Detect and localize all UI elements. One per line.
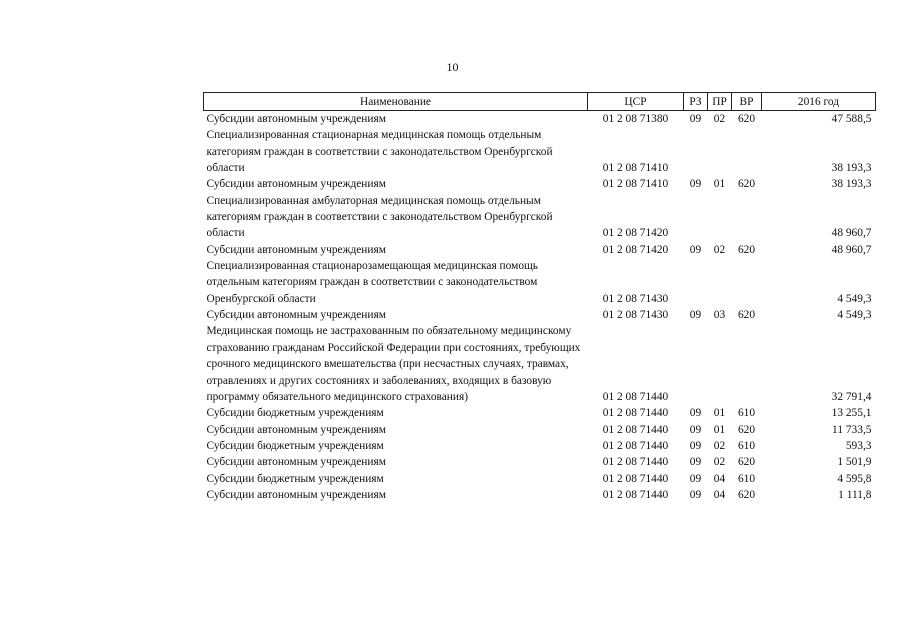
table-row <box>204 111 876 128</box>
cell-pr <box>708 258 732 307</box>
cell-pr: 01 <box>713 178 726 191</box>
cell-amount: 11 733,5 <box>832 423 872 436</box>
table-row <box>204 258 876 307</box>
cell-rz: 09 <box>689 178 702 191</box>
cell-vr: 620 <box>737 488 756 501</box>
cell-amount: 48 960,7 <box>831 227 872 240</box>
cell-amount: 1 501,9 <box>837 456 872 469</box>
cell-pr: 02 <box>713 439 726 452</box>
cell-pr <box>708 323 732 405</box>
cell-name: Субсидии автономным учреждениям <box>206 456 386 469</box>
cell-vr: 620 <box>737 178 756 191</box>
cell-csr: 01 2 08 71430 <box>602 309 669 322</box>
cell-vr: 620 <box>737 423 756 436</box>
cell-amount: 4 549,3 <box>837 292 872 305</box>
table-row <box>204 471 876 487</box>
table-row <box>204 454 876 470</box>
cell-rz: 09 <box>689 113 702 125</box>
cell-vr <box>732 323 762 405</box>
table-row <box>204 176 876 192</box>
column-header-vr: ВР <box>732 93 762 111</box>
cell-pr: 02 <box>713 243 726 256</box>
cell-pr: 01 <box>713 407 726 420</box>
cell-amount: 32 791,4 <box>831 390 872 403</box>
cell-amount: 38 193,3 <box>831 162 872 175</box>
cell-csr: 01 2 08 71380 <box>602 113 669 125</box>
cell-amount: 1 111,8 <box>838 488 872 501</box>
cell-vr <box>732 258 762 307</box>
cell-csr: 01 2 08 71410 <box>602 178 669 191</box>
cell-name: Специализированная стационарозамещающая медицинская помощь отдельным категориям граждан в соответствии с законодательством Оренбургской области <box>206 260 539 305</box>
cell-pr: 02 <box>713 113 726 125</box>
budget-table <box>203 92 876 503</box>
cell-pr <box>708 193 732 242</box>
column-header-name: Наименование <box>204 93 588 111</box>
column-header-rz: РЗ <box>684 93 708 111</box>
table-row <box>204 307 876 323</box>
cell-vr: 620 <box>737 456 756 469</box>
table-row <box>204 487 876 503</box>
cell-csr: 01 2 08 71440 <box>602 423 669 436</box>
cell-vr: 620 <box>737 243 756 256</box>
cell-vr: 610 <box>737 472 756 485</box>
cell-rz: 09 <box>689 456 702 469</box>
cell-pr: 01 <box>713 423 726 436</box>
cell-amount: 13 255,1 <box>831 407 872 420</box>
page-number: 10 <box>446 60 459 74</box>
cell-rz: 09 <box>689 488 702 501</box>
cell-csr: 01 2 08 71440 <box>602 456 669 469</box>
cell-rz: 09 <box>689 243 702 256</box>
cell-name: Медицинская помощь не застрахованным по обязательному медицинскому страхованию гражданам Российской Федерации при состояниях, требующих срочного медицинского вмешательства (при несчастных случаях, травмах, отравлениях и других состояниях и заболеваниях, входящих в базовую программу обязательного медицинского страхования) <box>206 325 581 403</box>
cell-rz <box>684 127 708 176</box>
cell-name: Субсидии бюджетным учреждениям <box>206 439 384 452</box>
cell-pr: 04 <box>713 472 726 485</box>
cell-name: Субсидии бюджетным учреждениям <box>206 407 384 420</box>
cell-amount: 48 960,7 <box>831 243 872 256</box>
cell-csr: 01 2 08 71440 <box>602 407 669 420</box>
cell-csr: 01 2 08 71440 <box>602 472 669 485</box>
cell-pr: 04 <box>713 488 726 501</box>
cell-name: Субсидии автономным учреждениям <box>206 423 386 436</box>
cell-csr: 01 2 08 71420 <box>602 243 669 256</box>
cell-name: Специализированная амбулаторная медицинская помощь отдельным категориям граждан в соответствии с законодательством Оренбургской области <box>206 194 553 240</box>
cell-vr: 610 <box>737 407 756 420</box>
table-row <box>204 323 876 405</box>
cell-rz: 09 <box>689 423 702 436</box>
cell-csr: 01 2 08 71440 <box>602 390 669 403</box>
cell-name: Специализированная стационарная медицинская помощь отдельным категориям граждан в соответствии с законодательством Оренбургской области <box>206 129 553 175</box>
cell-amount: 4 549,3 <box>837 309 872 322</box>
table-body <box>204 111 876 504</box>
cell-name: Субсидии автономным учреждениям <box>206 243 386 256</box>
cell-rz <box>684 193 708 242</box>
column-header-year: 2016 год <box>762 93 876 111</box>
cell-csr: 01 2 08 71410 <box>602 162 669 175</box>
cell-name: Субсидии бюджетным учреждениям <box>206 472 384 485</box>
cell-rz: 09 <box>689 472 702 485</box>
cell-amount: 38 193,3 <box>831 178 872 191</box>
cell-amount: 4 595,8 <box>837 472 872 485</box>
table-row <box>204 127 876 176</box>
cell-vr <box>732 193 762 242</box>
table-row <box>204 438 876 454</box>
cell-amount: 47 588,5 <box>831 113 872 125</box>
cell-pr: 03 <box>713 309 726 322</box>
cell-rz: 09 <box>689 439 702 452</box>
cell-vr: 620 <box>737 113 756 125</box>
table-row <box>204 193 876 242</box>
cell-rz: 09 <box>689 407 702 420</box>
cell-vr: 620 <box>737 309 756 322</box>
cell-rz <box>684 258 708 307</box>
cell-rz <box>684 323 708 405</box>
cell-name: Субсидии автономным учреждениям <box>206 309 386 322</box>
cell-name: Субсидии автономным учреждениям <box>206 113 386 125</box>
table-header <box>204 93 876 111</box>
cell-csr: 01 2 08 71430 <box>602 292 669 305</box>
cell-rz: 09 <box>689 309 702 322</box>
cell-pr <box>708 127 732 176</box>
cell-name: Субсидии автономным учреждениям <box>206 488 386 501</box>
cell-pr: 02 <box>713 456 726 469</box>
cell-amount: 593,3 <box>845 439 872 452</box>
table-row <box>204 242 876 258</box>
cell-csr: 01 2 08 71440 <box>602 439 669 452</box>
column-header-csr: ЦСР <box>588 93 684 111</box>
cell-vr: 610 <box>737 439 756 452</box>
cell-vr <box>732 127 762 176</box>
table-row <box>204 422 876 438</box>
cell-csr: 01 2 08 71420 <box>602 227 669 240</box>
column-header-pr: ПР <box>708 93 732 111</box>
cell-csr: 01 2 08 71440 <box>602 488 669 501</box>
table-row <box>204 405 876 421</box>
cell-name: Субсидии автономным учреждениям <box>206 178 386 191</box>
